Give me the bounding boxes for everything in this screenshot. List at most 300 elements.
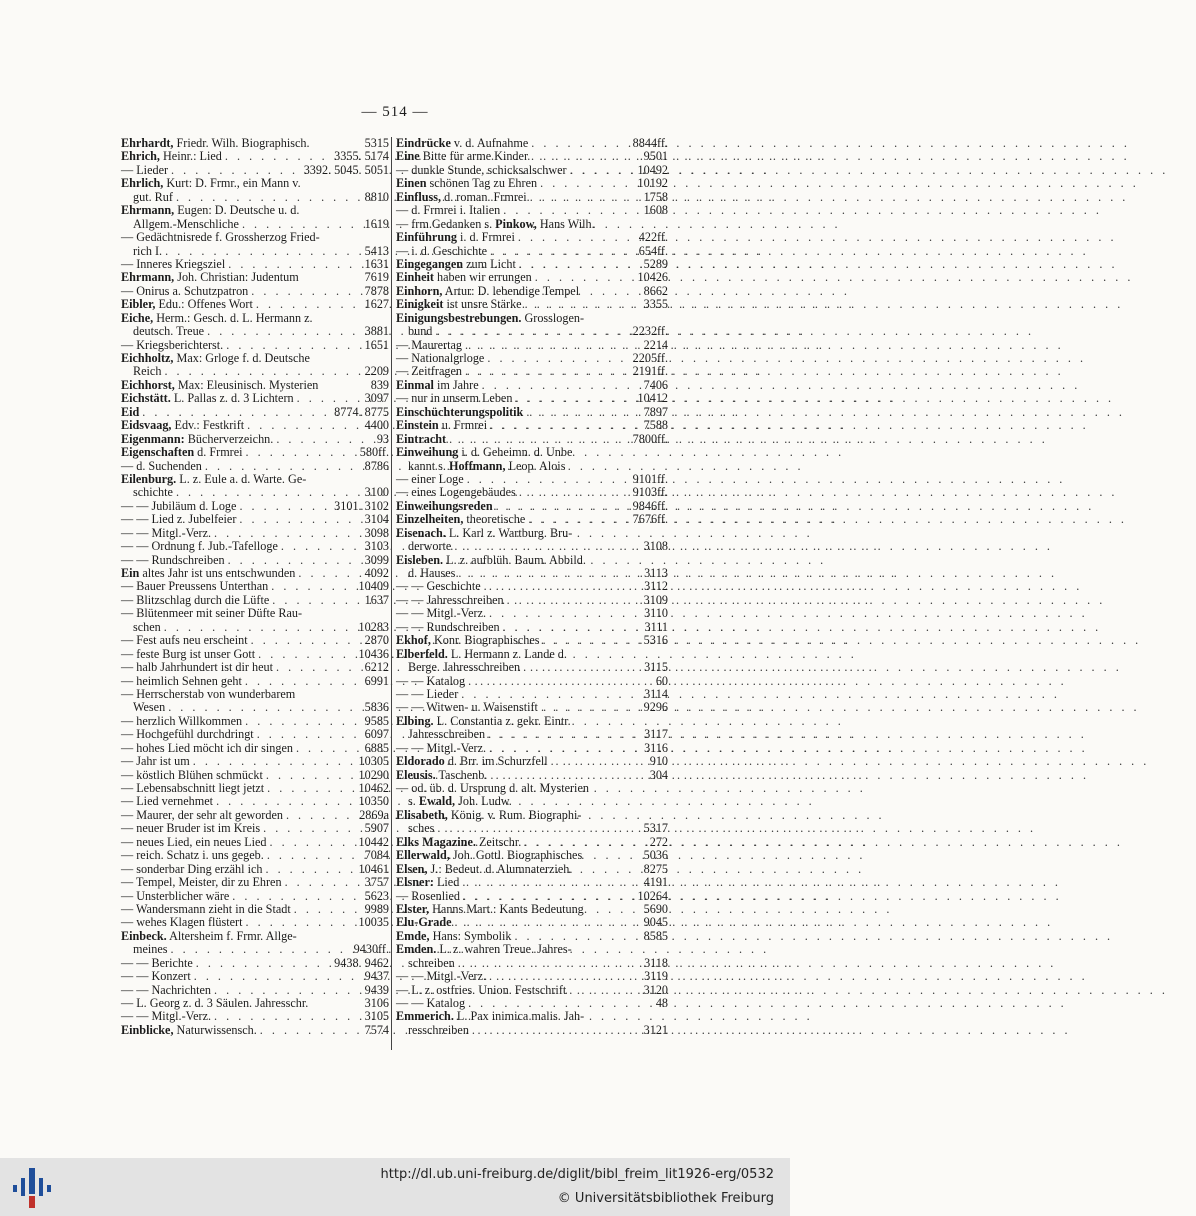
entry-reference-number: 3111 — [644, 619, 668, 634]
entry-reference-number: 2869a — [359, 807, 389, 822]
entry-text: — — Berichte — [121, 955, 193, 970]
leader-dots — [435, 325, 629, 338]
index-entry — [396, 970, 668, 983]
leader-dots — [437, 822, 640, 835]
entry-text: gut. Ruf — [133, 189, 173, 204]
index-entry — [396, 271, 668, 284]
entry-text: Emmerich. L. Pax inimica malis. Jah- — [396, 1009, 585, 1024]
index-entry — [121, 876, 389, 889]
entry-reference-number: 7878 — [364, 283, 389, 298]
entry-text: Eichhorst, Max: Eleusinisch. Mysterien — [121, 377, 319, 392]
entry-reference-number: 9045 — [643, 915, 668, 930]
entry-reference-number: 10412 — [637, 391, 668, 406]
entry-reference-number: 10035 — [358, 915, 389, 930]
index-entry — [396, 836, 668, 849]
entry-reference-number: 10350 — [358, 794, 389, 809]
index-entry — [396, 863, 668, 876]
entry-text: — köstlich Blühen schmückt — [121, 767, 263, 782]
entry-reference-number: 5289 — [643, 256, 668, 271]
entry-text: Einhorn, Artur: D. lebendige Tempel — [396, 283, 580, 298]
leader-dots — [297, 392, 362, 405]
entry-text: — Onirus a. Schutzpatron — [121, 283, 249, 298]
entry-reference-number: 2209 — [364, 364, 389, 379]
entry-reference-number: 9989 — [364, 901, 389, 916]
index-entry — [121, 742, 389, 755]
index-entry — [396, 594, 668, 607]
entry-text: — frm.Gedanken s. Pinkow, Hans Wilh. — [396, 216, 595, 231]
leader-dots — [489, 607, 641, 620]
entry-reference-number: 7897 — [643, 404, 668, 419]
entry-text: — sonderbar Ding erzähl ich — [121, 861, 263, 876]
ub-freiburg-logo-icon[interactable] — [12, 1168, 52, 1208]
index-entry — [396, 554, 668, 567]
index-entry — [121, 245, 389, 258]
entry-text: — i. d. Geschichte — [396, 243, 488, 258]
entry-text: Eichstätt. L. Pallas z. d. 3 Lichtern — [121, 391, 294, 406]
index-entry — [396, 540, 668, 553]
entry-text: Elster, Hanns Mart.: Kants Bedeutung — [396, 901, 584, 916]
entry-reference-number: 9439 — [364, 982, 389, 997]
leader-dots — [276, 433, 373, 446]
entry-text: — Gedächtnisrede f. Grossherzog Fried- — [121, 230, 320, 245]
index-entry — [121, 379, 389, 392]
entry-reference-number: 10305 — [358, 754, 389, 769]
entry-text: — — Mitgl.-Verz. — [396, 740, 487, 755]
entry-reference-number: 1637 — [364, 592, 389, 607]
leader-dots — [171, 943, 351, 956]
entry-reference-number: 304 — [649, 767, 668, 782]
leader-dots — [461, 688, 641, 701]
entry-text: Eingegangen zum Licht — [396, 256, 516, 271]
entry-reference-number: 3098 — [364, 525, 389, 540]
entry-reference-number: 3757 — [364, 875, 389, 890]
entry-text: — — Witwen- u. Waisenstift — [396, 700, 538, 715]
index-entry — [121, 661, 389, 674]
entry-reference-number: 3119 — [644, 969, 668, 984]
entry-text: — wehes Klagen flüstert — [121, 915, 243, 930]
entry-reference-number: 6991 — [364, 673, 389, 688]
entry-text: — herzlich Willkommen — [121, 713, 243, 728]
leader-dots — [260, 1024, 362, 1037]
leader-dots — [267, 849, 362, 862]
leader-dots — [164, 621, 356, 634]
entry-text: — Blütenmeer mit seiner Düfte Rau- — [121, 606, 303, 621]
leader-dots — [489, 970, 641, 983]
entry-text: resschreiben — [408, 1022, 469, 1037]
leader-dots — [242, 218, 362, 231]
index-entry — [121, 271, 389, 284]
entry-reference-number: 5836 — [364, 700, 389, 715]
index-entry — [121, 648, 389, 661]
entry-reference-number: 1608 — [643, 203, 668, 218]
index-entry — [121, 312, 389, 325]
entry-reference-number: 9101ff. — [632, 471, 668, 486]
index-entry — [396, 957, 668, 970]
index-entry — [121, 916, 389, 929]
entry-text: Wesen — [133, 700, 166, 715]
entry-reference-number: 3355. 5174 — [334, 149, 389, 164]
entry-text: Ehrmann, Eugen: D. Deutsche u. d. — [121, 203, 300, 218]
entry-text: — — Mitgl.-Verz. — [121, 525, 212, 540]
entry-reference-number: 422ff. — [638, 230, 668, 245]
leader-dots — [523, 661, 641, 674]
index-entry — [121, 204, 389, 217]
entry-reference-number: 5907 — [364, 821, 389, 836]
entry-text: — d. Suchenden — [121, 458, 202, 473]
entry-reference-number: 8844ff. — [632, 136, 668, 150]
index-entry — [396, 822, 668, 835]
index-entry — [121, 433, 389, 446]
entry-reference-number: 7800ff. — [632, 431, 668, 446]
entry-text: — hohes Lied möcht ich dir singen — [121, 740, 293, 755]
entry-text: — Hochgefühl durchdringt — [121, 727, 254, 742]
index-entry — [121, 715, 389, 728]
leader-dots — [196, 957, 331, 970]
entry-text: — — Mitgl.-Verz. — [121, 1009, 212, 1024]
entry-text: — — Ordnung f. Jub.-Tafelloge — [121, 539, 278, 554]
entry-text: — od. üb. d. Ursprung d. alt. Mysterien — [396, 781, 589, 795]
entry-text: — Tempel, Meister, dir zu Ehren — [121, 875, 282, 890]
leader-dots — [490, 245, 636, 258]
entry-reference-number: 10264 — [637, 888, 668, 903]
entry-text: — nur in unserm Leben — [396, 391, 513, 406]
leader-dots — [257, 728, 362, 741]
index-entry — [396, 997, 668, 1010]
index-entry — [396, 890, 668, 903]
entry-reference-number: 8662 — [643, 283, 668, 298]
entry-text: schen — [133, 619, 161, 634]
index-entry — [396, 809, 668, 822]
index-entry — [396, 903, 668, 916]
leader-dots — [515, 392, 634, 405]
entry-reference-number: 8275 — [643, 861, 668, 876]
index-entry — [121, 191, 389, 204]
leader-dots — [496, 500, 630, 513]
entry-reference-number: 3120 — [643, 982, 668, 997]
viewer-footer — [0, 1158, 790, 1216]
index-entry — [121, 701, 389, 714]
index-entry — [121, 594, 389, 607]
entry-reference-number: 8786 — [364, 458, 389, 473]
entry-text: Ehrhardt, Friedr. Wilh. Biographisch. — [121, 136, 310, 150]
leader-dots — [214, 1010, 362, 1023]
entry-text: — feste Burg ist unser Gott — [121, 646, 256, 661]
index-entry — [121, 406, 389, 419]
index-entry — [396, 621, 668, 634]
entry-text: Eleusis. Taschenb. — [396, 767, 488, 782]
index-entry — [396, 460, 668, 473]
leader-dots — [281, 540, 362, 553]
entry-reference-number: 3121 — [643, 1022, 668, 1037]
index-entry — [121, 957, 389, 970]
entry-text: Allgem.-Menschliche — [133, 216, 239, 231]
leader-dots — [246, 446, 357, 459]
entry-reference-number: 10283 — [358, 619, 389, 634]
entry-text: Einschüchterungspolitik — [396, 404, 524, 419]
entry-text: Einen schönen Tag zu Ehren — [396, 176, 538, 191]
index-entry — [396, 218, 668, 231]
index-entry — [121, 392, 389, 405]
entry-text: Einmal im Jahre — [396, 377, 479, 392]
entry-text: d. Hauses — [408, 566, 456, 580]
index-entry — [396, 849, 668, 862]
index-entry — [121, 997, 389, 1010]
index-entry — [121, 177, 389, 190]
index-entry — [121, 943, 389, 956]
entry-text: Jahresschreiben — [408, 727, 486, 742]
leader-dots — [462, 876, 640, 889]
leader-dots — [465, 365, 630, 378]
leader-dots — [490, 419, 641, 432]
leader-dots — [193, 755, 356, 768]
leader-dots — [296, 742, 362, 755]
entry-text: Eiche, Herm.: Gesch. d. L. Hermann z. — [121, 310, 313, 325]
entry-reference-number: 10426 — [637, 270, 668, 285]
leader-dots — [525, 298, 641, 311]
entry-reference-number: 7588 — [643, 418, 668, 433]
entry-text: — — Jubiläum d. Loge — [121, 498, 237, 513]
index-entry — [396, 392, 668, 405]
entry-reference-number: 7619 — [364, 270, 389, 285]
entry-text: Elberfeld. L. Hermann z. Lande d. — [396, 646, 567, 661]
index-entry — [121, 903, 389, 916]
leader-dots — [258, 648, 355, 661]
index-entry — [396, 312, 668, 325]
entry-text: derworte — [408, 539, 452, 554]
entry-text: Eisenach. L. Karl z. Wartburg. Bru- — [396, 525, 573, 540]
leader-dots — [467, 473, 630, 486]
leader-dots — [531, 137, 629, 150]
leader-dots — [569, 984, 640, 997]
index-entry — [396, 648, 668, 661]
leader-dots — [449, 433, 630, 446]
index-entry — [396, 352, 668, 365]
entry-text: Ellerwald, Joh. Gottl. Biographisches — [396, 848, 583, 863]
entry-text: — — Lied z. Jubelfeier — [121, 512, 237, 527]
index-entry — [396, 486, 668, 499]
entry-reference-number: 1758 — [643, 189, 668, 204]
leader-dots — [176, 191, 362, 204]
entry-text: kannt s. Hoffmann, Leop. Alois — [408, 458, 566, 473]
index-entry — [121, 513, 389, 526]
entry-reference-number: 3104 — [364, 512, 389, 527]
index-entry — [396, 231, 668, 244]
index-entry — [121, 218, 389, 231]
entry-text: — — Katalog — [396, 996, 466, 1010]
column-divider — [391, 137, 392, 1050]
index-entry — [121, 849, 389, 862]
entry-text: — Zeitfragen — [396, 364, 462, 379]
permalink-url[interactable]: http://dl.ub.uni-freiburg.de/diglit/bibl_freim_lit1926-erg/0532 — [380, 1167, 774, 1182]
entry-reference-number: 9430ff. — [353, 942, 389, 957]
index-entry — [121, 688, 389, 701]
leader-dots — [271, 580, 355, 593]
index-entry — [121, 527, 389, 540]
leader-dots — [171, 164, 301, 177]
leader-dots — [551, 755, 647, 768]
leader-dots — [535, 271, 635, 284]
entry-reference-number: 3097 — [364, 391, 389, 406]
leader-dots — [484, 580, 641, 593]
entry-reference-number: 3115 — [644, 660, 668, 675]
entry-reference-number: 60 — [655, 673, 668, 688]
index-entry — [396, 325, 668, 338]
entry-reference-number: 48 — [655, 996, 668, 1010]
index-entry — [121, 769, 389, 782]
entry-text: — Nationalgrloge — [396, 351, 485, 365]
index-entry — [121, 1024, 389, 1037]
index-entry — [121, 1010, 389, 1023]
entry-text: Elisabeth, König. v. Rum. Biographi- — [396, 807, 582, 822]
entry-text: bund — [408, 324, 433, 339]
entry-text: — reich. Schatz i. uns gegeb. — [121, 848, 264, 863]
index-entry — [396, 164, 668, 177]
index-entry — [121, 782, 389, 795]
copyright-notice: © Universitätsbibliothek Freiburg — [557, 1191, 774, 1206]
leader-dots — [266, 769, 356, 782]
leader-dots — [276, 661, 362, 674]
entry-reference-number: 5316 — [643, 633, 668, 648]
entry-reference-number: 10442 — [358, 834, 389, 849]
entry-text: — Blitzschlag durch die Lüfte — [121, 592, 270, 607]
leader-dots — [267, 782, 355, 795]
entry-text: — dunkle Stunde, schicksalschwer — [396, 162, 567, 177]
index-entry — [396, 298, 668, 311]
leader-dots — [245, 675, 362, 688]
index-entry — [121, 352, 389, 365]
index-entry — [121, 500, 389, 513]
entry-reference-number: 2205ff. — [632, 351, 668, 365]
leader-dots — [524, 836, 646, 849]
index-entry — [121, 137, 389, 150]
entry-text: rich I. — [133, 243, 163, 258]
index-entry — [396, 916, 668, 929]
entry-text: — Maurertag — [396, 337, 462, 352]
index-entry — [396, 701, 668, 714]
entry-text: Elsner: Lied — [396, 875, 460, 890]
leader-dots — [487, 352, 629, 365]
leader-dots — [205, 460, 362, 473]
entry-reference-number: 2232ff. — [632, 324, 668, 339]
index-entry — [121, 473, 389, 486]
index-entry — [121, 728, 389, 741]
entry-reference-number: 10290 — [358, 767, 389, 782]
entry-reference-number: 5623 — [364, 888, 389, 903]
index-entry — [396, 406, 668, 419]
index-entry — [396, 1024, 668, 1037]
entry-text: Ein altes Jahr ist uns entschwunden — [121, 566, 296, 580]
index-entry — [396, 943, 668, 956]
entry-text: — Lieder — [121, 162, 169, 177]
entry-reference-number: 3106 — [364, 996, 389, 1010]
index-entry — [121, 634, 389, 647]
entry-text: — Fest aufs neu erscheint — [121, 633, 248, 648]
entry-text: — Bauer Preussens Unterthan — [121, 579, 269, 594]
index-entry — [121, 164, 389, 177]
entry-reference-number: 839 — [370, 377, 389, 392]
leader-dots — [540, 177, 634, 190]
leader-dots — [455, 916, 641, 929]
leader-dots — [263, 822, 362, 835]
entry-text: sches — [408, 821, 435, 836]
entry-text: Elbing. L. Constantia z. gekr. Eintr. — [396, 713, 571, 728]
entry-reference-number: 10409 — [358, 579, 389, 594]
index-entry — [121, 339, 389, 352]
leader-dots — [251, 285, 361, 298]
entry-reference-number: 580ff. — [359, 445, 389, 460]
entry-reference-number: 4092 — [364, 566, 389, 580]
entry-text: Eichholtz, Max: Grloge f. d. Deutsche — [121, 351, 310, 365]
entry-text: Einweihung i. d. Geheimn. d. Unbe — [396, 445, 573, 460]
entry-text: — — Katalog — [396, 673, 466, 688]
entry-reference-number: 5315 — [364, 136, 389, 150]
index-entry — [396, 204, 668, 217]
index-entry — [121, 365, 389, 378]
leader-dots — [458, 957, 641, 970]
entry-reference-number: 3100 — [364, 485, 389, 500]
entry-reference-number: 910 — [649, 754, 668, 769]
leader-dots — [294, 903, 362, 916]
entry-text: — einer Loge — [396, 471, 464, 486]
entry-text: Elu-Grade — [396, 915, 452, 930]
entry-reference-number: 3101. 3102 — [334, 498, 389, 513]
index-entry — [396, 419, 668, 432]
leader-dots — [519, 258, 641, 271]
leader-dots — [247, 419, 361, 432]
index-entry — [121, 460, 389, 473]
index-entry — [121, 540, 389, 553]
entry-text: — — Lieder — [396, 686, 459, 701]
leader-dots — [285, 876, 362, 889]
entry-text: — — Konzert — [121, 969, 191, 984]
index-entry — [121, 258, 389, 271]
leader-dots — [503, 621, 642, 634]
index-entry — [121, 930, 389, 943]
entry-reference-number: 3118 — [644, 955, 668, 970]
entry-text: meines — [133, 942, 168, 957]
leader-dots — [246, 916, 356, 929]
leader-dots — [528, 513, 629, 526]
leader-dots — [468, 997, 653, 1010]
entry-reference-number: 3108 — [643, 539, 668, 554]
entry-text: Einbeck. Altersheim f. Frmr. Allge- — [121, 928, 297, 943]
entry-reference-number: 9501 — [643, 149, 668, 164]
index-entry — [121, 984, 389, 997]
leader-dots — [225, 150, 331, 163]
index-entry — [396, 513, 668, 526]
index-entry — [396, 191, 668, 204]
index-entry — [396, 930, 668, 943]
entry-text: — Inneres Kriegsziel — [121, 256, 226, 271]
entry-text: Eidsvaag, Edv.: Festkrift — [121, 418, 245, 433]
entry-reference-number: 3109 — [643, 592, 668, 607]
index-entry — [396, 688, 668, 701]
leader-dots — [489, 742, 641, 755]
index-entry — [121, 567, 389, 580]
entry-text: Einblicke, Naturwissensch. — [121, 1022, 257, 1037]
entry-reference-number: 5690 — [643, 901, 668, 916]
index-entry — [396, 446, 668, 459]
index-entry — [396, 433, 668, 446]
entry-text: Eine Bitte für arme Kinder — [396, 149, 528, 164]
entry-reference-number: 1627 — [364, 297, 389, 312]
page-number: — 514 — — [361, 104, 429, 120]
entry-reference-number: 8774. 8775 — [334, 404, 389, 419]
entry-reference-number: 3103 — [364, 539, 389, 554]
entry-text: Eindrücke v. d. Aufnahme — [396, 136, 529, 150]
entry-reference-number: 9296 — [643, 700, 668, 715]
leader-dots — [463, 890, 635, 903]
